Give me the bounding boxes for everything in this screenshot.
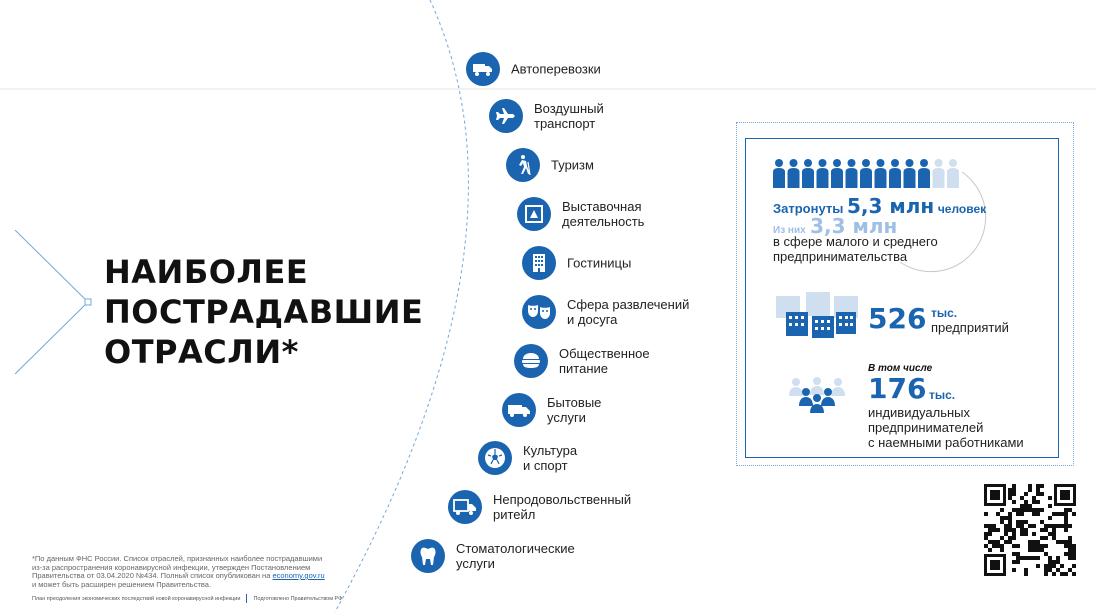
sme-label: в сфере малого и среднего предпринимательства: [773, 234, 938, 264]
delivery-truck-icon: [448, 490, 482, 524]
page-title: [104, 252, 464, 372]
affected-value: 5,3 млн: [846, 194, 935, 218]
including-label: В том числе: [868, 363, 933, 374]
economy-link[interactable]: economy.gov.ru: [272, 571, 325, 580]
burger-icon: [514, 344, 548, 378]
industry-label: Выставочная деятельность: [562, 199, 645, 229]
footer-prepared-by: Подготовлено Правительством РФ: [253, 595, 343, 602]
of-them-stat: Из них 3,3 млн: [773, 214, 898, 238]
service-van-icon: [502, 393, 536, 427]
people-icon-row: [772, 158, 968, 190]
truck-icon: [466, 52, 500, 86]
tooth-icon: [411, 539, 445, 573]
industry-label: Туризм: [551, 157, 594, 173]
industry-label: Общественное питание: [559, 346, 650, 376]
industry-label: Воздушный транспорт: [534, 101, 604, 131]
industry-label: Непродовольственный ритейл: [493, 492, 632, 522]
industry-label: Стоматологические услуги: [456, 541, 575, 571]
industry-label: Гостиницы: [567, 255, 632, 271]
hiker-icon: [506, 148, 540, 182]
enterprises-label: предприятий: [931, 320, 1009, 335]
qr-code[interactable]: [984, 484, 1076, 576]
entrepreneurs-unit: тыс.: [929, 388, 956, 402]
exhibition-icon: [517, 197, 551, 231]
entrepreneurs-group-icon: [786, 376, 848, 414]
industry-label: Автоперевозки: [511, 61, 601, 77]
enterprises-unit: тыс.: [931, 306, 958, 320]
of-them-value: 3,3 млн: [810, 214, 898, 238]
theatre-masks-icon: [522, 295, 556, 329]
footer: [32, 594, 342, 603]
affected-people-stat: Затронуты 5,3 млн человек: [773, 194, 987, 218]
soccer-ball-icon: [478, 441, 512, 475]
title-line: НАИБОЛЕЕ: [104, 253, 309, 291]
industry-label: Бытовые услуги: [547, 395, 602, 425]
title-line: ПОСТРАДАВШИЕ: [104, 293, 424, 331]
footnote: *По данным ФНС России. Список отраслей, признанных наиболее пострадавшими из-за распространения коронавирусной инфекции, утвержден Постановлением Правительства от 03.04.2020 №434. Полный список опубликован на economy.gov.ru и может быть расширен решением Правительства.: [32, 554, 325, 589]
entrepreneurs-value: 176: [868, 372, 927, 405]
title-line: ОТРАСЛИ*: [104, 333, 299, 371]
buildings-icon: [774, 290, 862, 340]
footer-separator: [246, 594, 247, 603]
entrepreneurs-label: индивидуальных предпринимателей с наемными работниками: [868, 405, 1024, 450]
industry-label: Культура и спорт: [523, 443, 578, 473]
footer-plan-title: План преодоления экономических последствий новой коронавирусной инфекции: [32, 595, 241, 602]
enterprises-value: 526: [868, 302, 927, 335]
industry-label: Сфера развлечений и досуга: [567, 297, 690, 327]
hotel-icon: [522, 246, 556, 280]
airplane-icon: [489, 99, 523, 133]
